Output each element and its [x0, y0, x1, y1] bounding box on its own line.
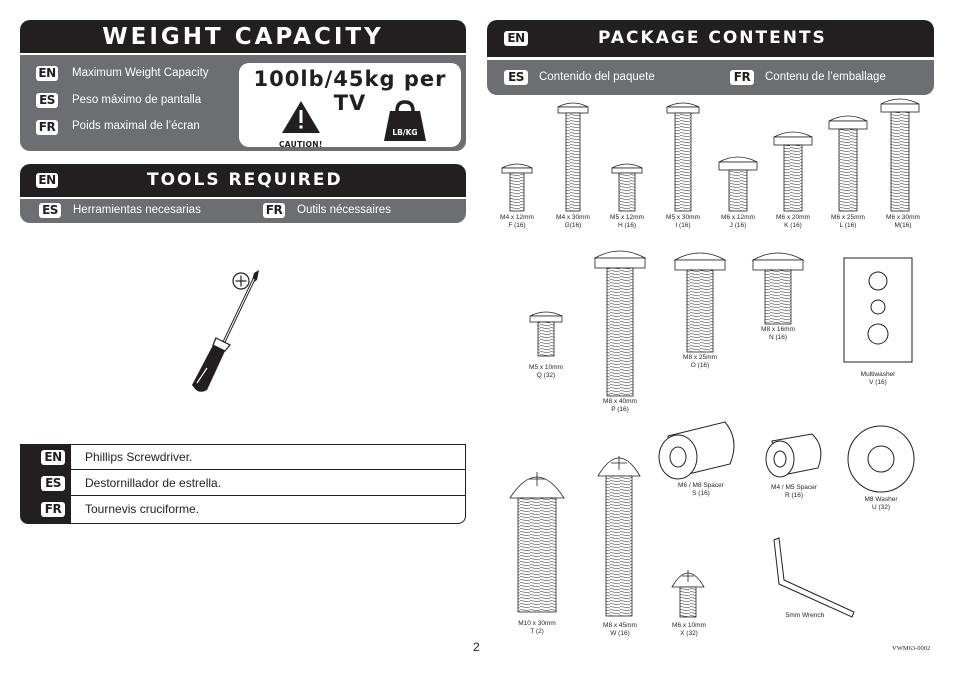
part-id: I (16) [675, 222, 691, 229]
part-size: M6 x 30mm [886, 214, 920, 221]
tools-lang-es: ES [39, 203, 61, 218]
screw-f-drawing [502, 164, 532, 211]
part-label-o [683, 354, 717, 370]
part-label-u [865, 496, 898, 512]
part-id: J (16) [729, 222, 747, 229]
weight-text-fr: Poids maximal de l’écran [72, 120, 200, 132]
part-size: 5mm Wrench [785, 612, 825, 619]
screw-q-drawing [530, 312, 562, 356]
tools-table-text-fr: Tournevis cruciforme. [85, 502, 200, 516]
package-lang-en: EN [504, 31, 528, 46]
part-size: M4 x 30mm [556, 214, 590, 221]
lang-badge-en: EN [36, 66, 58, 81]
screw-g-drawing [558, 103, 588, 211]
part-label-q [529, 364, 563, 380]
part-id: Q (32) [536, 372, 556, 379]
part-size: M8 x 40mm [603, 398, 637, 405]
caution-label: CAUTION! [279, 140, 323, 149]
part-size: M6 x 20mm [776, 214, 810, 221]
spacer-s-drawing [659, 422, 734, 479]
weight-icon-label: LB/KG [392, 128, 418, 137]
screw-k-drawing [774, 132, 812, 211]
tools-table-lang-en: EN [41, 450, 65, 465]
part-id: M(16) [894, 222, 912, 229]
part-id: H (16) [617, 222, 637, 229]
screw-n-drawing [753, 253, 803, 324]
part-size: M8 x 25mm [683, 354, 717, 361]
tools-text-es: Herramientas necesarias [73, 204, 201, 216]
part-label-m [886, 214, 920, 230]
package-lang-es: ES [504, 70, 528, 85]
screw-m-drawing [881, 99, 919, 211]
package-lang-fr: FR [730, 70, 754, 85]
part-label-p [603, 398, 637, 414]
document-code: VWM63-0002 [892, 645, 931, 652]
package-text-fr: Contenu de l’emballage [765, 71, 886, 83]
package-text-es: Contenido del paquete [539, 71, 655, 83]
tools-table-text-es: Destornillador de estrella. [85, 476, 222, 490]
part-id: W (16) [610, 630, 630, 637]
part-id: N (16) [768, 334, 788, 341]
part-size: M6 / M8 Spacer [678, 482, 724, 489]
part-size: Multiwasher [860, 371, 896, 378]
part-size: M6 x 12mm [721, 214, 755, 221]
part-size: M5 x 10mm [529, 364, 563, 371]
tools-table-lang-fr: FR [41, 502, 65, 517]
part-label-i [666, 214, 700, 230]
tools-text-fr: Outils nécessaires [297, 204, 391, 216]
part-size: M4 x 12mm [500, 214, 534, 221]
part-label-h [610, 214, 644, 230]
part-id: P (16) [611, 406, 629, 413]
part-label-w [603, 622, 637, 638]
part-id: T (2) [530, 628, 544, 635]
part-id: S (16) [692, 490, 710, 497]
screw-h-drawing [612, 164, 642, 211]
tools-table-text-en: Phillips Screwdriver. [85, 450, 193, 464]
part-id: F (16) [508, 222, 526, 229]
screw-o-drawing [675, 253, 725, 352]
wrench-drawing [774, 538, 854, 617]
page-number: 2 [473, 640, 480, 654]
part-id: U (32) [871, 504, 891, 511]
screw-p-drawing [595, 251, 645, 396]
part-label-n [761, 326, 795, 342]
part-label-wrench [786, 612, 825, 620]
screw-t-drawing [510, 472, 564, 612]
part-label-r [771, 484, 817, 500]
part-label-j [721, 214, 755, 230]
spacer-r-drawing [766, 434, 821, 477]
part-label-x [672, 622, 706, 638]
part-size: M8 Washer [864, 496, 898, 503]
part-label-k [776, 214, 810, 230]
capacity-value: 100lb/45kg per TV [253, 67, 447, 115]
part-size: M5 x 30mm [666, 214, 700, 221]
part-size: M8 x 45mm [603, 622, 637, 629]
lang-badge-es: ES [36, 93, 58, 108]
screw-i-drawing [667, 103, 699, 211]
part-label-t [518, 620, 556, 636]
tools-title: TOOLS REQUIRED [147, 170, 343, 190]
part-id: G(16) [564, 222, 582, 229]
part-size: M6 x 25mm [831, 214, 865, 221]
part-id: R (16) [784, 492, 804, 499]
part-size: M10 x 30mm [518, 620, 556, 627]
part-id: K (16) [784, 222, 802, 229]
multiwasher-drawing [844, 258, 912, 362]
part-label-s [678, 482, 724, 498]
screw-j-drawing [719, 157, 757, 211]
weight-text-en: Maximum Weight Capacity [72, 67, 209, 79]
lang-badge-fr: FR [36, 120, 58, 135]
tools-lang-en: EN [36, 173, 58, 188]
tools-lang-fr: FR [263, 203, 285, 218]
part-id: V (16) [869, 379, 887, 386]
screw-x-drawing [672, 570, 704, 617]
part-id: L (16) [839, 222, 857, 229]
part-size: M8 x 16mm [761, 326, 795, 333]
washer-u-drawing [848, 426, 914, 492]
screw-l-drawing [829, 116, 867, 211]
tools-table-lang-es: ES [41, 476, 65, 491]
part-size: M4 / M5 Spacer [771, 484, 817, 491]
part-label-f [500, 214, 534, 230]
screw-w-drawing [598, 456, 640, 616]
weight-text-es: Peso máximo de pantalla [72, 94, 202, 106]
part-id: O (16) [690, 362, 710, 369]
package-title: PACKAGE CONTENTS [598, 28, 827, 48]
part-label-v [861, 371, 896, 387]
part-label-l [831, 214, 865, 230]
part-id: X (32) [680, 630, 698, 637]
part-label-g [556, 214, 590, 230]
part-size: M5 x 12mm [610, 214, 644, 221]
part-size: M6 x 10mm [672, 622, 706, 629]
weight-capacity-title: WEIGHT CAPACITY [102, 24, 384, 50]
